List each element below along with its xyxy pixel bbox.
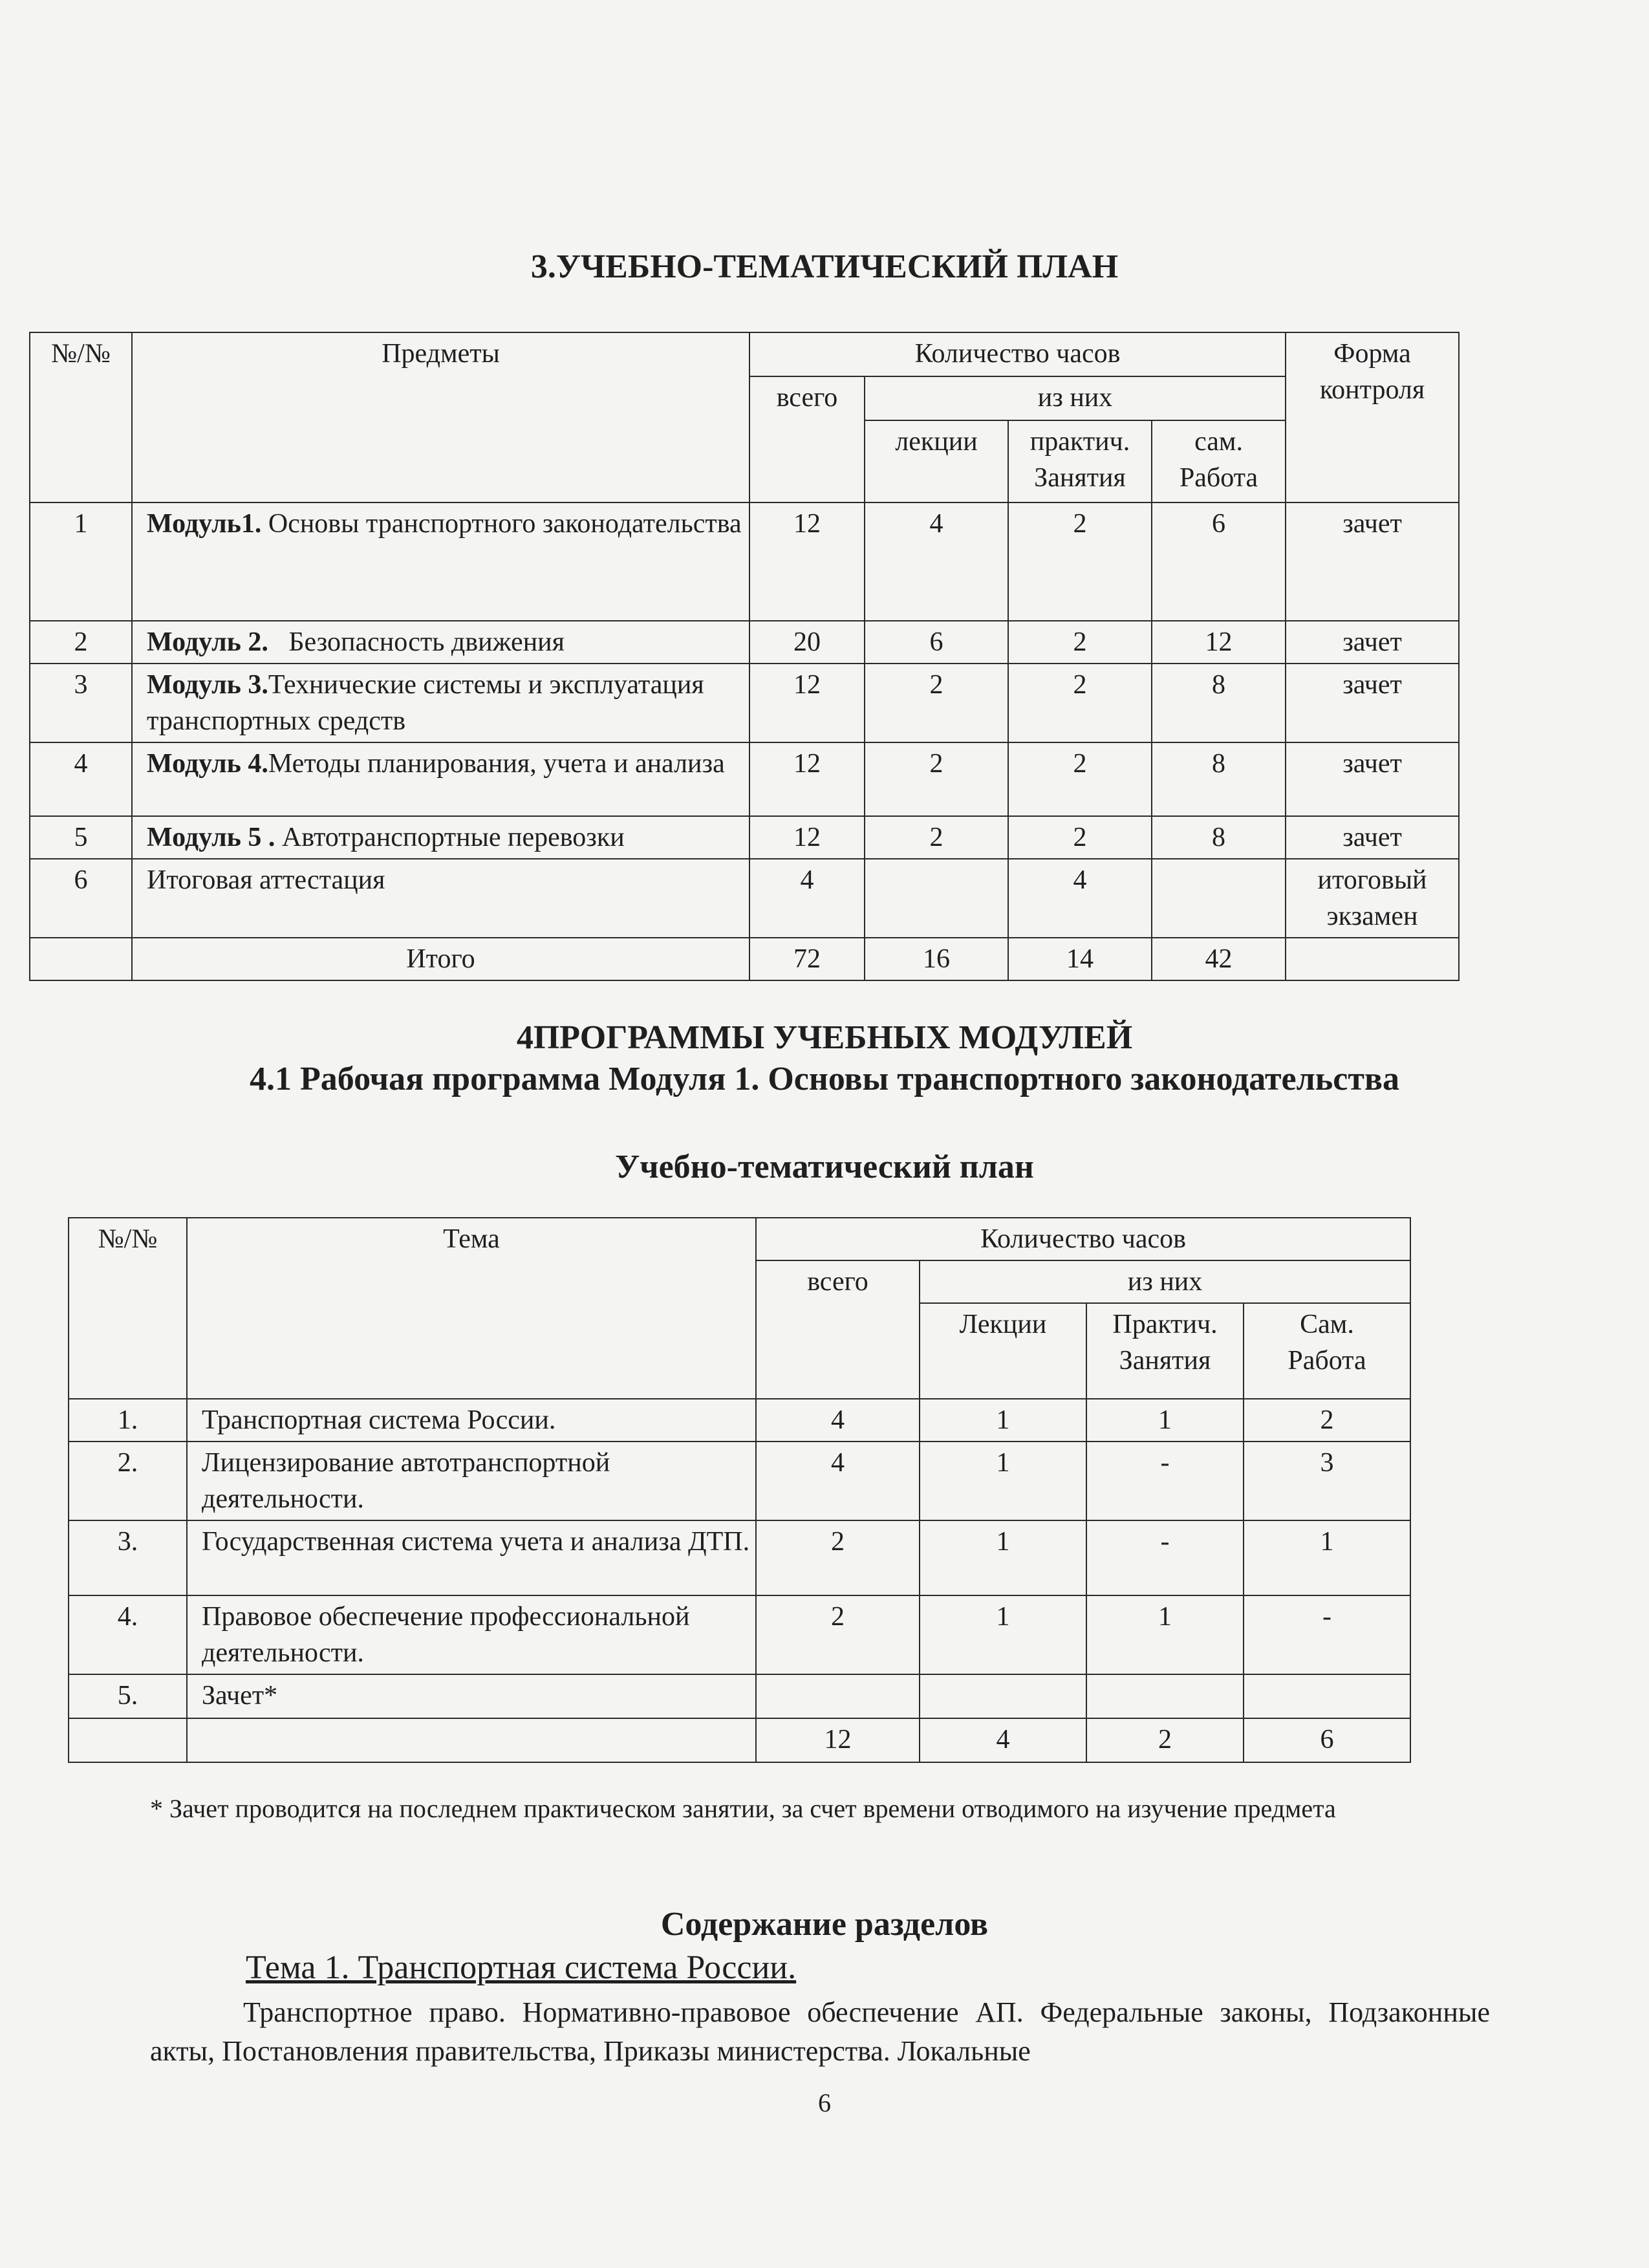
table-total-row: Итого 72 16 14 42 (30, 938, 1459, 980)
table-row: 3. Государственная система учета и анализа ДТП. 2 1 - 1 (69, 1520, 1410, 1595)
header-num: №/№ (30, 332, 132, 502)
table-row: 5. Зачет* (69, 1674, 1410, 1718)
header-self-study: Сам. Работа (1244, 1303, 1410, 1399)
header-lectures: лекции (865, 420, 1008, 502)
table-row: 3 Модуль 3.Технические системы и эксплуатация транспортных средств 12 2 2 8 зачет (30, 664, 1459, 742)
header-hours: Количество часов (749, 332, 1286, 376)
table-total-row: 12 4 2 6 (69, 1718, 1410, 1762)
header-total: всего (749, 376, 865, 502)
header-hours: Количество часов (756, 1218, 1410, 1260)
study-plan-table (29, 332, 1460, 981)
header-num: №/№ (69, 1218, 187, 1399)
table-row: 2 Модуль 2. Безопасность движения 20 6 2 12 зачет (30, 621, 1459, 664)
table-row: 4 Модуль 4.Методы планирования, учета и анализа 12 2 2 8 зачет (30, 742, 1459, 816)
header-lectures: Лекции (920, 1303, 1086, 1399)
table-row: 4. Правовое обеспечение профессиональной деятельности. 2 1 1 - (69, 1595, 1410, 1674)
page-number: 6 (818, 2088, 831, 2117)
header-topic: Тема (187, 1218, 756, 1399)
table-row: 6 Итоговая аттестация 4 4 итоговый экзамен (30, 859, 1459, 938)
module1-plan-table (68, 1217, 1411, 1763)
plan-title: Учебно-тематический план (615, 1149, 1034, 1185)
footnote: * Зачет проводится на последнем практическом занятии, за счет времени отводимого на изучение предмета (150, 1794, 1336, 1823)
header-control: Форма контроля (1286, 332, 1459, 502)
header-of-which: из них (920, 1260, 1410, 1303)
header-of-which: из них (865, 376, 1286, 420)
subsection-title: 4.1 Рабочая программа Модуля 1. Основы транспортного законодательства (250, 1061, 1399, 1097)
header-total: всего (756, 1260, 920, 1399)
table-row: 1. Транспортная система России. 4 1 1 2 (69, 1399, 1410, 1442)
table-row: 5 Модуль 5 . Автотранспортные перевозки 12 2 2 8 зачет (30, 816, 1459, 859)
section-title: 4ПРОГРАММЫ УЧЕБНЫХ МОДУЛЕЙ (516, 1019, 1133, 1056)
table-row: 1 Модуль1. Основы транспортного законодательства 12 4 2 6 зачет (30, 502, 1459, 621)
header-practice: практич. Занятия (1008, 420, 1152, 502)
header-practice: Практич. Занятия (1086, 1303, 1244, 1399)
topic-heading: Тема 1. Транспортная система России. (246, 1949, 797, 1986)
contents-title: Содержание разделов (660, 1906, 989, 1943)
body-paragraph: Транспортное право. Нормативно-правовое обеспечение АП. Федеральные законы, Подзаконные акты, Постановления правительства, Приказы министерства. Локальные (150, 1996, 1490, 2067)
header-self-study: сам. Работа (1152, 420, 1286, 502)
section-title: 3.УЧЕБНО-ТЕМАТИЧЕСКИЙ ПЛАН (530, 248, 1119, 285)
table-row: 2. Лицензирование автотранспортной деятельности. 4 1 - 3 (69, 1442, 1410, 1520)
header-subjects: Предметы (132, 332, 749, 502)
